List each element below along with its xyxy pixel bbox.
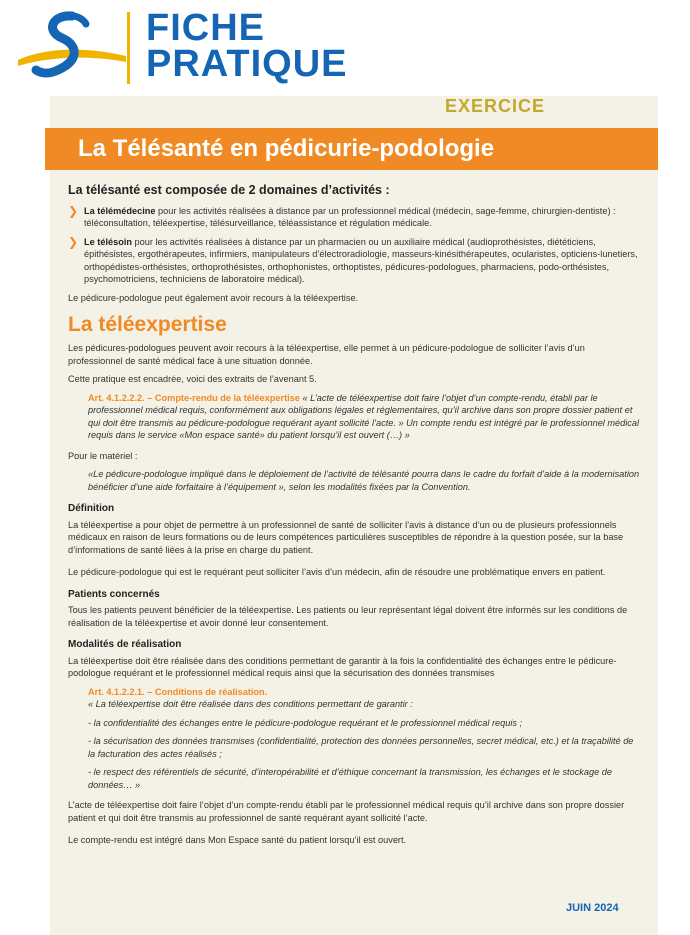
article-line: « La téléexpertise doit être réalisée dans des conditions permettant de garantir : [88,699,413,709]
article-label: Art. 4.1.2.2.2. – Compte-rendu de la téléexpertise [88,392,300,403]
bullet-term: La télémédecine [84,205,156,216]
subheading-patients: Patients concernés [68,588,160,600]
bullet-text: pour les activités réalisées à distance par un pharmacien ou un auxiliaire médical (audioprothésistes, diététiciens, épithésistes, ergothérapeutes, infirmiers, manipulateurs d’électroradiologie, masseurs-kinésithérapeutes, ocularistes, opticiens-lunetiers, orthopédistes-orthésistes, orthoprothésistes, orthophonistes, orthoptistes, pédicures-podologues, pharmaciens, podo-orthésistes, psychomotriciens, techniciens de laboratoire médical). [84,236,638,284]
paragraph: Tous les patients peuvent bénéficier de la téléexpertise. Les patients ou leur représentant légal doivent être informés sur les conditions de réalisation de la téléexpertise et avoir donné leur consentement. [68,605,628,628]
materiel-label: Pour le matériel : [68,450,138,461]
bullet-arrow-icon: ❯ [68,203,79,218]
bullet-telemedecine [68,205,640,230]
brand-title [146,7,348,85]
article-line: - le respect des référentiels de sécurité, d’interopérabilité et d’éthique concernant la transmission, les échanges et le stockage de données… » [88,767,612,790]
category-tag: EXERCICE [445,96,546,116]
brand-line-1: FICHE [146,7,265,49]
brand-divider [127,12,130,84]
cnpp-logo-icon [14,8,134,88]
page-header [0,0,690,96]
paragraph: La téléexpertise doit être réalisée dans des conditions permettant de garantir à la fois la confidentialité des échanges entre le pédicure-podologue requérant et le professionnel médical requis ainsi que la sécurisation des données transmises [68,655,617,678]
article-excerpt-conditions [88,686,640,792]
article-excerpt-compte-rendu [88,392,640,442]
bullet-arrow-icon: ❯ [68,234,79,249]
publication-date: JUIN 2024 [566,902,619,914]
article-label: Art. 4.1.2.2.1. – Conditions de réalisation. [88,686,268,697]
subheading-definition: Définition [68,503,115,514]
paragraph: L’acte de téléexpertise doit faire l’objet d’un compte-rendu établi par le professionnel médical requis qu’il archive dans son propre dossier patient et qui doit être transmis au professionnel de santé requérant ayant sollicité l’acte. [68,800,625,823]
bullet-term: Le télésoin [84,236,132,247]
materiel-text: «Le pédicure-podologue impliqué dans le déploiement de l’activité de télésanté pourra dans le cadre du forfait d’aide à la modernisation bénéficier d’une aide forfaitaire à l’équipement », selon les modalités fixées par la Convention. [88,469,640,492]
paragraph: Le pédicure-podologue qui est le requérant peut solliciter l’avis d’un médecin, afin de résoudre une problématique envers en patient. [68,567,606,577]
article-text: « L’acte de téléexpertise doit faire l’objet d’un compte-rendu, établi par le professionnel médical requis, conformément aux obligations légales et réglementaires, qu’il archive dans son propre dossier patient et qui doit être transmis au pédicure-podologue requérant ayant sollicité l’acte. » Un compte rendu est intégré par le professionnel médical requis dans le service «Mon espace santé» du patient lorsqu’il est ouvert (…) » [88,392,640,440]
paragraph: Le compte-rendu est intégré dans Mon Espace santé du patient lorsqu’il est ouvert. [68,835,407,845]
subheading-modalites: Modalités de réalisation [68,639,182,650]
brand-line-2: PRATIQUE [146,43,348,85]
paragraph: La téléexpertise a pour objet de permettre à un professionnel de santé de solliciter l’avis à distance d’un ou de plusieurs professionnels médicaux en raison de leurs formations ou de leurs compétences particulières susceptibles de répondre à la question posée, sur la base d’informations de santé liées à la prise en charge du patient. [68,519,624,555]
article-line: - la confidentialité des échanges entre le pédicure-podologue requérant et le professionnel médical requis ; [88,717,523,728]
document-body [68,184,640,853]
page-title: La Télésanté en pédicurie-podologie [78,135,495,162]
paragraph: Les pédicures-podologues peuvent avoir recours à la téléexpertise, elle permet à un pédicure-podologue de solliciter l’avis d’un professionnel de santé médical face à une situation donnée. [68,343,585,366]
article-line: - la sécurisation des données transmises (confidentialité, protection des données personnelles, secret médical, etc.) et la traçabilité de la facturation des actes réalisés ; [88,736,634,759]
intro-note: Le pédicure-podologue peut également avoir recours à la téléexpertise. [68,292,359,303]
bullet-telesoin [68,236,640,286]
intro-heading: La télésanté est composée de 2 domaines d’activités : [68,183,390,197]
bullet-text: pour les activités réalisées à distance par un professionnel médical (médecin, sage-femme, chirurgien-dentiste) : téléconsultation, téléexpertise, télésurveillance, téléassistance et régulation médicale. [84,205,616,228]
section-title-teleexpertise: La téléexpertise [68,313,227,336]
title-banner [45,128,658,170]
paragraph: Cette pratique est encadrée, voici des extraits de l’avenant 5. [68,374,317,384]
